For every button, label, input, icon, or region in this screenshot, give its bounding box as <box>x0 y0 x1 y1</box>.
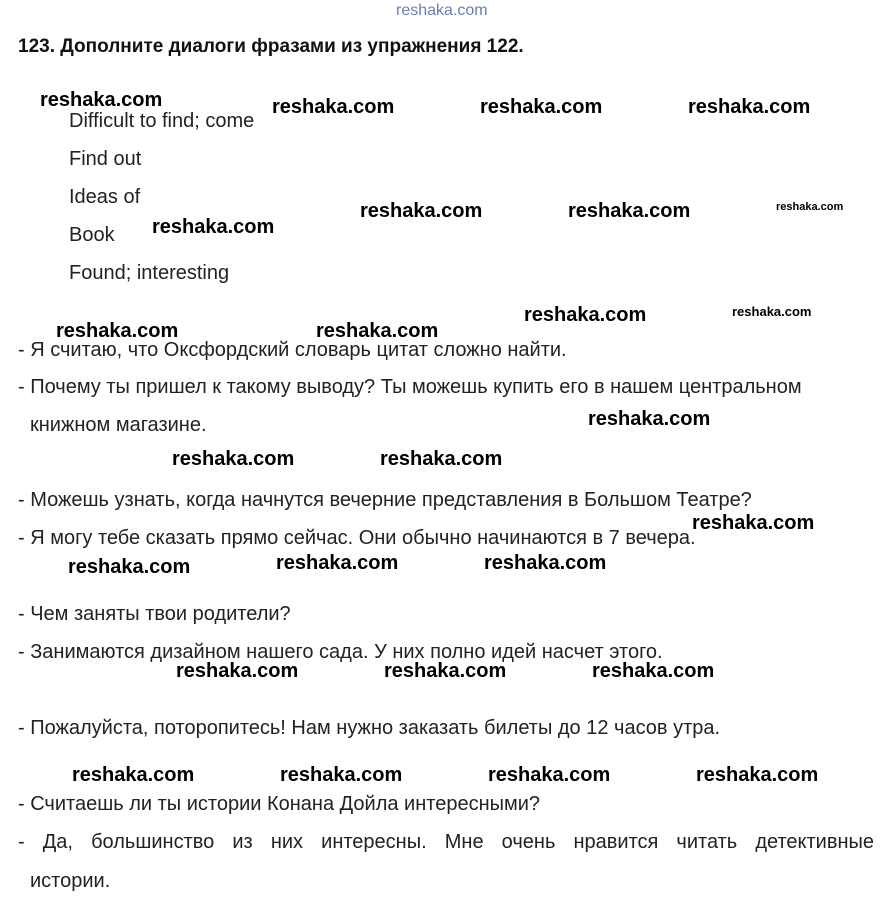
dialogue-line: - Да, большинство из них интересны. Мне очень нравится читать детективные <box>18 831 874 853</box>
watermark: reshaka.com <box>272 96 395 118</box>
watermark: reshaka.com <box>484 552 607 574</box>
phrase-item: Difficult to find; come <box>69 110 255 132</box>
dialogue-line: истории. <box>30 870 111 892</box>
watermark: reshaka.com <box>380 448 503 470</box>
watermark: reshaka.com <box>592 660 715 682</box>
dialogue-line: - Считаешь ли ты истории Конана Дойла интересными? <box>18 793 541 815</box>
watermark: reshaka.com <box>280 764 403 786</box>
watermark: reshaka.com <box>692 512 815 534</box>
dialogue-line: - Почему ты пришел к такому выводу? Ты можешь купить его в нашем центральном <box>18 376 802 398</box>
watermark: reshaka.com <box>360 200 483 222</box>
phrase-item: Find out <box>69 148 142 170</box>
watermark: reshaka.com <box>384 660 507 682</box>
dialogue-line: - Я могу тебе сказать прямо сейчас. Они обычно начинаются в 7 вечера. <box>18 527 696 549</box>
dialogue-line: - Я считаю, что Оксфордский словарь цитат сложно найти. <box>18 339 567 361</box>
phrase-item: Found; interesting <box>69 262 230 284</box>
site-header[interactable]: reshaka.com <box>396 2 488 19</box>
watermark: reshaka.com <box>732 304 812 319</box>
phrase-item: Ideas of <box>69 186 141 208</box>
watermark: reshaka.com <box>524 304 647 326</box>
dialogue-line: - Занимаются дизайном нашего сада. У них полно идей насчет этого. <box>18 641 663 663</box>
watermark: reshaka.com <box>480 96 603 118</box>
phrase-item: Book <box>69 224 115 246</box>
watermark: reshaka.com <box>172 448 295 470</box>
watermark: reshaka.com <box>68 556 191 578</box>
watermark: reshaka.com <box>588 408 711 430</box>
watermark: reshaka.com <box>152 216 275 238</box>
watermark: reshaka.com <box>568 200 691 222</box>
watermark: reshaka.com <box>56 320 179 342</box>
watermark: reshaka.com <box>316 320 439 342</box>
watermark: reshaka.com <box>40 89 163 111</box>
dialogue-line: - Чем заняты твои родители? <box>18 603 291 625</box>
dialogue-line: - Пожалуйста, поторопитесь! Нам нужно заказать билеты до 12 часов утра. <box>18 717 721 739</box>
watermark: reshaka.com <box>776 201 844 213</box>
dialogue-line: книжном магазине. <box>30 414 207 436</box>
watermark: reshaka.com <box>176 660 299 682</box>
exercise-title: 123. Дополните диалоги фразами из упражнения 122. <box>18 36 524 57</box>
watermark: reshaka.com <box>276 552 399 574</box>
watermark: reshaka.com <box>696 764 819 786</box>
dialogue-line: - Можешь узнать, когда начнутся вечерние представления в Большом Театре? <box>18 489 752 511</box>
watermark: reshaka.com <box>688 96 811 118</box>
watermark: reshaka.com <box>72 764 195 786</box>
watermark: reshaka.com <box>488 764 611 786</box>
